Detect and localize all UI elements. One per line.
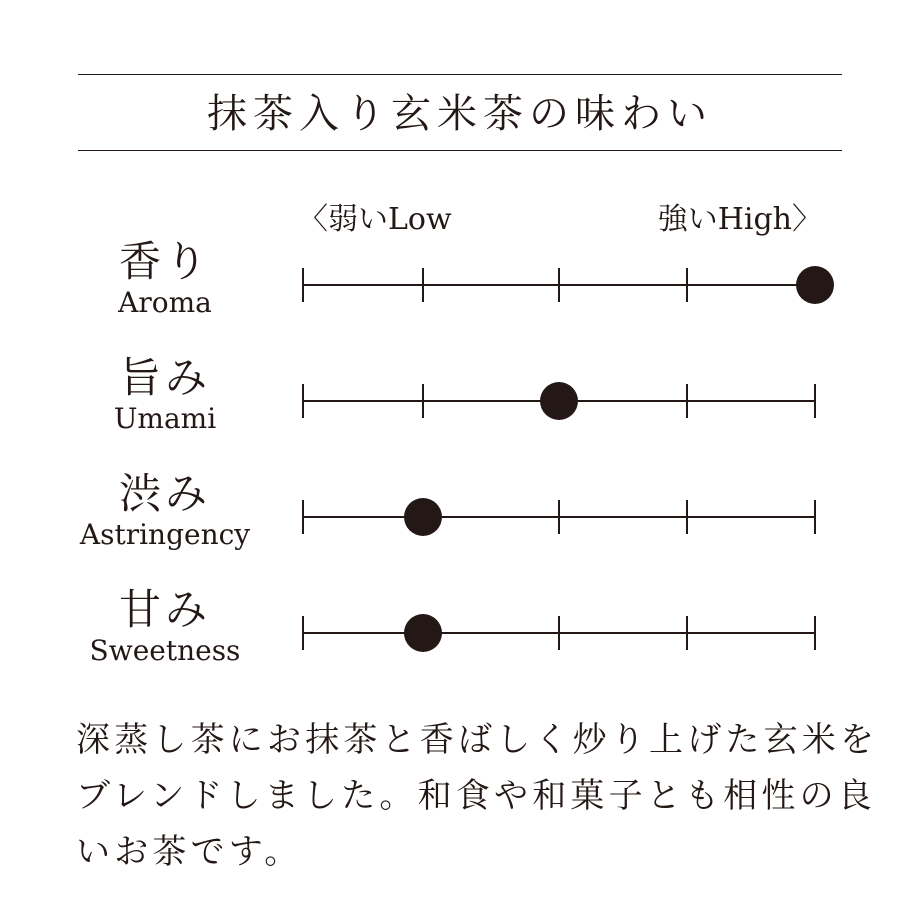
row-label-en: Sweetness [89,634,241,667]
page-title: 抹茶入り玄米茶の味わい [207,91,713,137]
row-label-en: Astringency [79,518,251,551]
row-label-en: Umami [113,402,217,435]
value-dot-astringency [404,498,442,536]
description-line: 深蒸し茶にお抹茶と香ばしく炒り上げた玄米を [76,720,879,760]
description-line: ブレンドしました。和食や和菓子とも相性の良 [76,776,876,816]
value-dot-umami [540,382,578,420]
row-label-jp: 旨み [118,353,211,402]
scale-low-label: 〈弱いLow [298,202,452,237]
row-label-jp: 甘み [118,585,211,634]
row-label-jp: 渋み [118,469,211,518]
row-label-jp: 香り [118,237,211,286]
value-dot-sweetness [404,614,442,652]
scale-high-label: 強いHigh〉 [657,202,822,237]
description-line: いお茶です。 [76,832,303,872]
description [76,712,879,880]
row-label-en: Aroma [118,286,212,319]
value-dot-aroma [796,266,834,304]
